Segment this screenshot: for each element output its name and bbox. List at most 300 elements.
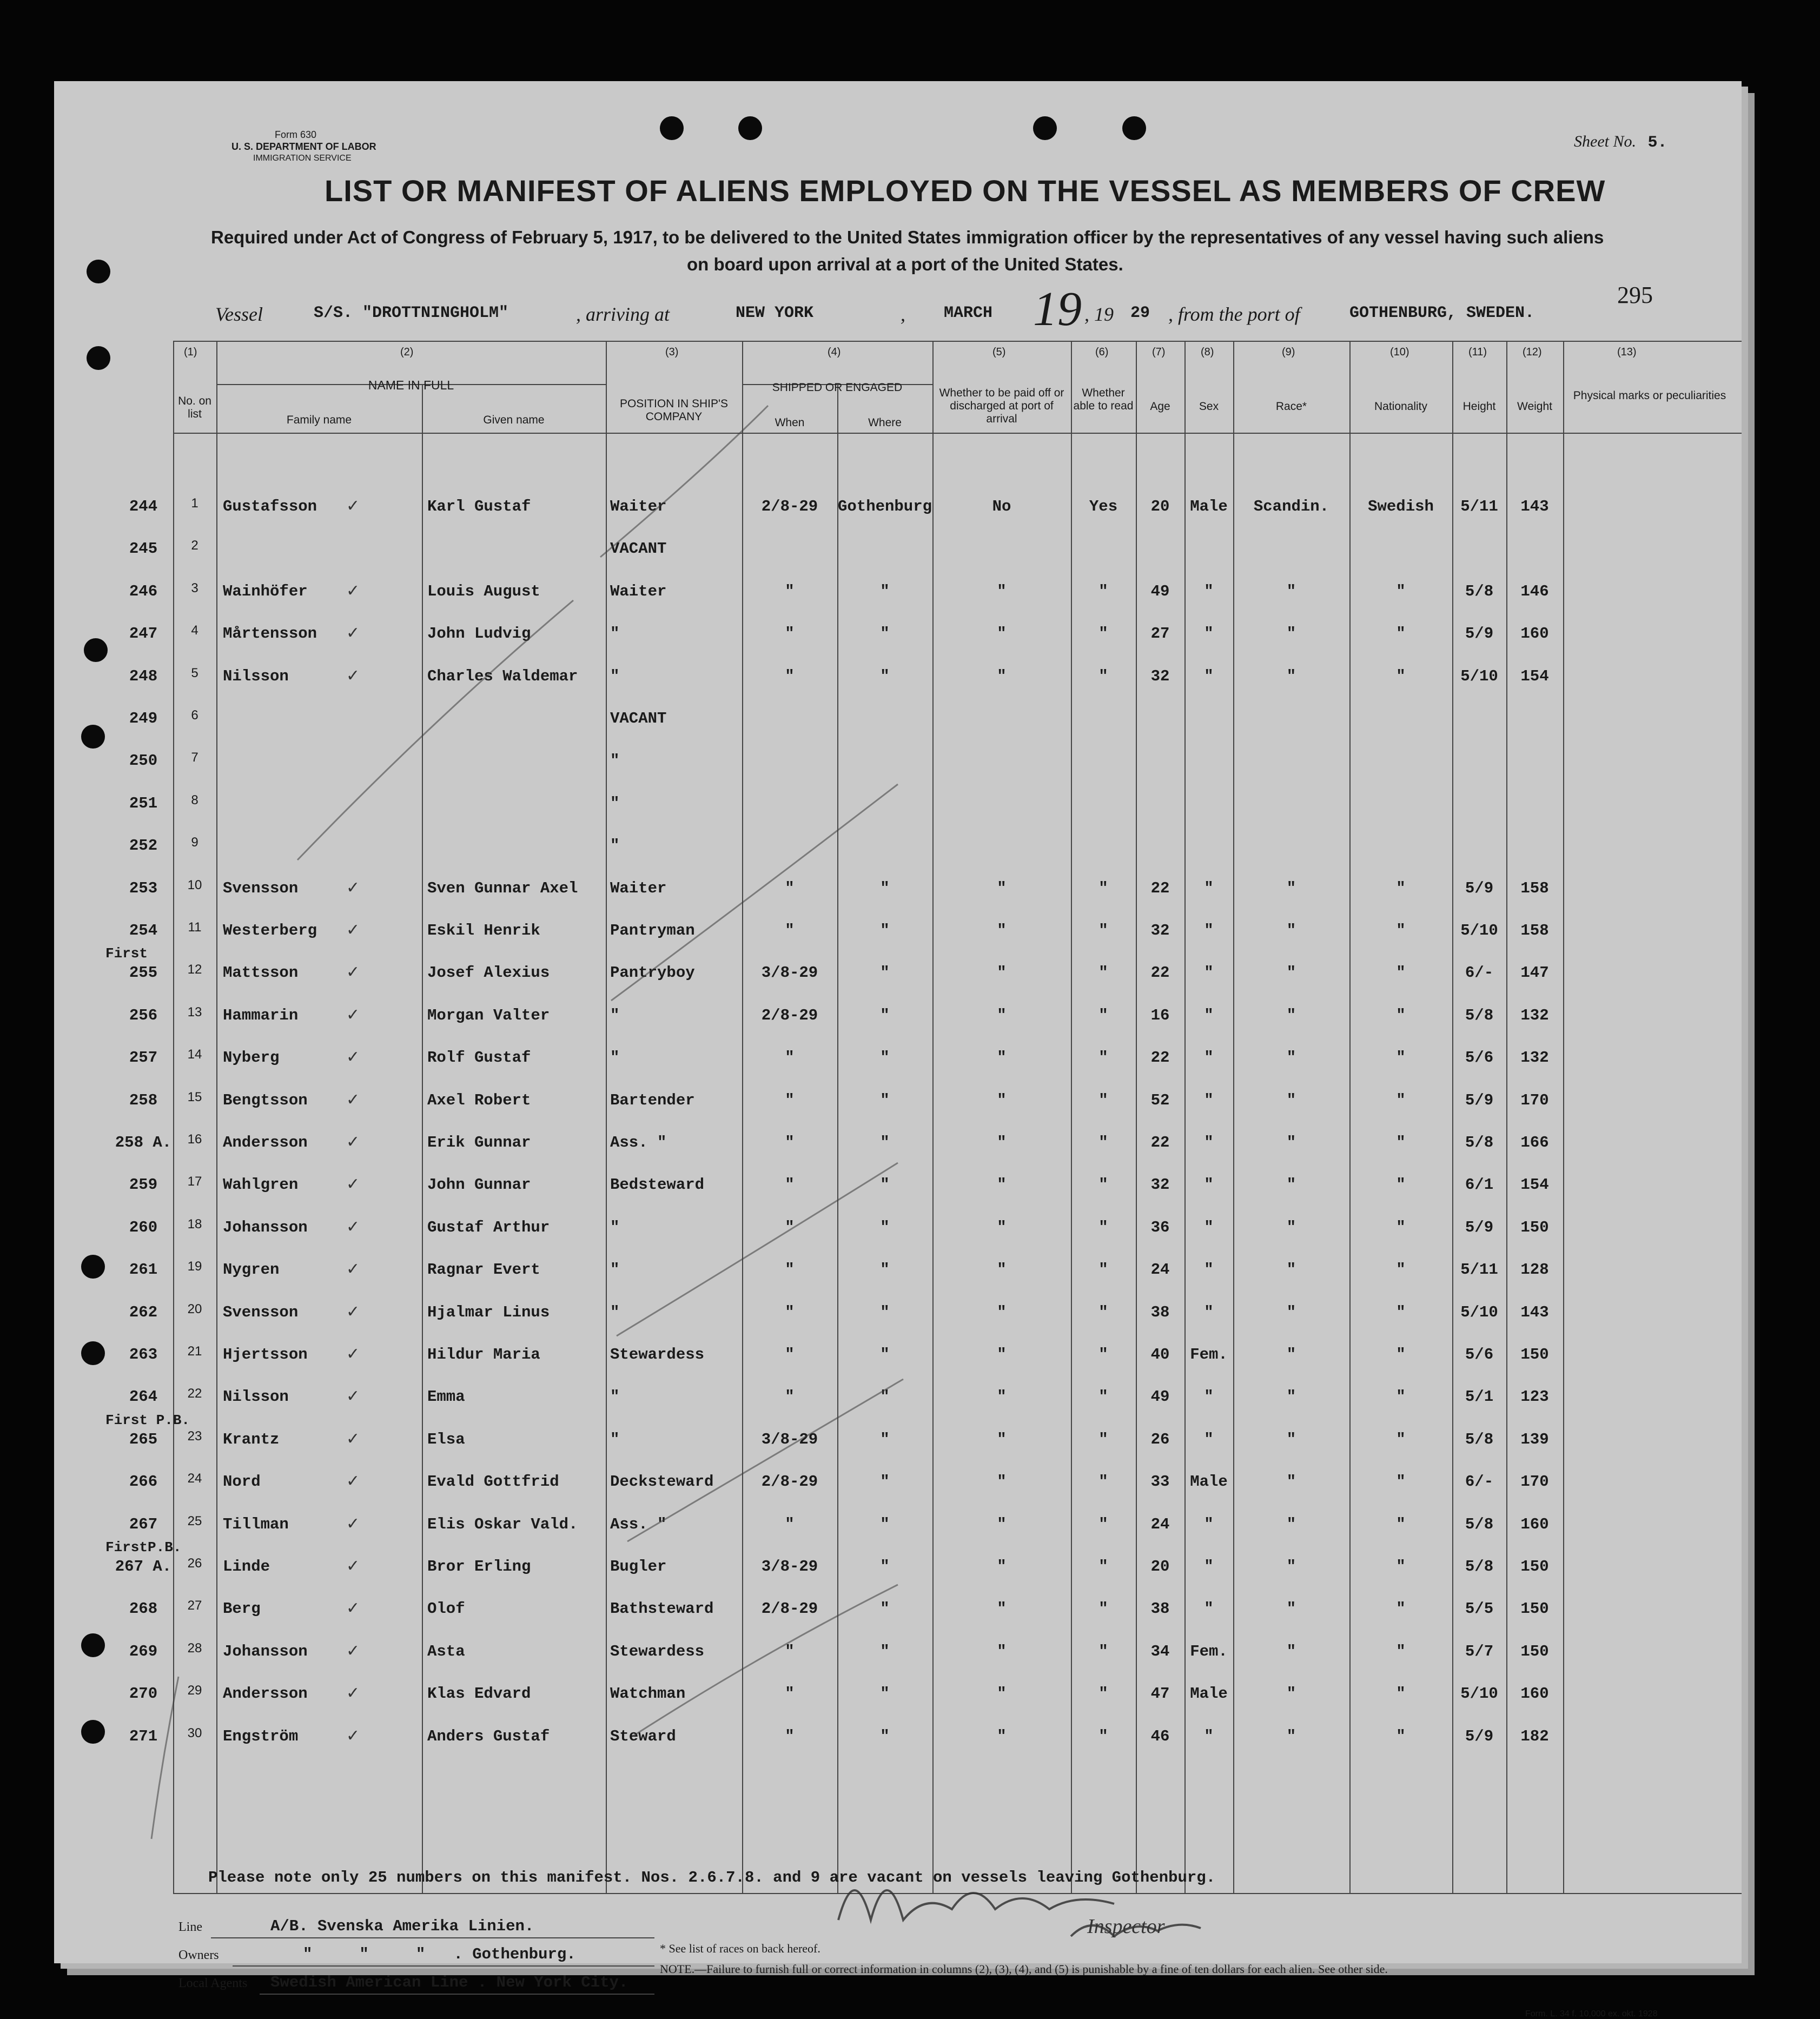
cell-given: Emma [427, 1388, 465, 1406]
cell-paid: " [997, 1600, 1007, 1618]
cell-read: " [1098, 1727, 1108, 1745]
cell-sex: Male [1190, 1685, 1228, 1703]
cell-position: Pantryboy [610, 964, 695, 982]
department-name: U. S. DEPARTMENT OF LABOR [231, 141, 376, 152]
cell-when: " [785, 879, 795, 897]
cell-sex: " [1204, 1303, 1214, 1321]
line-value: A/B. Svenska Amerika Linien. [270, 1917, 534, 1935]
margin-number: 248 [129, 667, 158, 685]
list-number: 25 [187, 1514, 202, 1528]
check-mark-icon: ✓ [346, 921, 360, 939]
header-paid-off: Whether to be paid off or discharged at port of arrival [939, 387, 1064, 425]
cell-paid: " [997, 922, 1007, 939]
header-position: POSITION IN SHIP'S COMPANY [619, 398, 729, 423]
cell-height: 5/9 [1465, 1091, 1494, 1109]
list-number: 24 [187, 1471, 202, 1486]
penalty-note: NOTE.—Failure to furnish full or correct information in columns (2), (3), (4), and (5) is punishable by a fine of ten dollars for each alien. See other side. [660, 1962, 1388, 1976]
cell-where: " [880, 1473, 890, 1491]
cell-race: " [1286, 667, 1296, 685]
cell-sex: " [1204, 582, 1214, 600]
cell-race: " [1286, 1388, 1296, 1406]
cell-paid: " [997, 1049, 1007, 1067]
cell-age: 38 [1150, 1600, 1170, 1618]
cell-read: " [1098, 1388, 1108, 1406]
cell-given: Bror Erling [427, 1558, 531, 1576]
cell-where: " [880, 964, 890, 982]
class-annotation: First [105, 945, 148, 962]
cell-nat: " [1396, 1515, 1406, 1533]
cell-when: " [785, 922, 795, 939]
cell-when: 2/8-29 [761, 1007, 818, 1024]
list-number: 13 [187, 1005, 202, 1020]
cell-sex: " [1204, 1727, 1214, 1745]
cell-where: " [880, 1176, 890, 1194]
cell-given: Elsa [427, 1431, 465, 1448]
check-mark-icon: ✓ [346, 1303, 360, 1321]
cell-height: 5/8 [1465, 1558, 1494, 1576]
list-number: 9 [191, 835, 198, 850]
cell-sex: " [1204, 1091, 1214, 1109]
list-number: 5 [191, 666, 198, 680]
cell-given: Ragnar Evert [427, 1261, 540, 1279]
cell-position: Steward [610, 1727, 676, 1745]
cell-height: 5/8 [1465, 1515, 1494, 1533]
margin-number: 267 A. [115, 1558, 172, 1576]
header-physical-marks: Physical marks or peculiarities [1573, 389, 1726, 402]
header-name-in-full: NAME IN FULL [368, 378, 454, 392]
pencil-stroke [297, 600, 573, 860]
cell-where: " [880, 667, 890, 685]
cell-read: " [1098, 1431, 1108, 1448]
races-note: * See list of races on back hereof. [660, 1942, 820, 1955]
margin-number: 253 [129, 879, 158, 897]
list-number: 27 [187, 1598, 202, 1613]
cell-age: 22 [1150, 879, 1170, 897]
margin-number: 265 [129, 1431, 158, 1448]
cell-read: " [1098, 1049, 1108, 1067]
margin-number: 244 [129, 498, 158, 515]
cell-age: 47 [1150, 1685, 1170, 1703]
check-mark-icon: ✓ [346, 1642, 360, 1660]
cell-sex: " [1204, 1600, 1214, 1618]
cell-nat: " [1396, 1007, 1406, 1024]
check-mark-icon: ✓ [346, 1727, 360, 1745]
column-number: (12) [1523, 346, 1542, 358]
cell-read: " [1098, 1091, 1108, 1109]
cell-where: " [880, 1007, 890, 1024]
cell-position: Ass. " [610, 1515, 667, 1533]
cell-paid: " [997, 1091, 1007, 1109]
cell-weight: 132 [1520, 1049, 1549, 1067]
check-mark-icon: ✓ [346, 1260, 360, 1278]
owners-value: " " " . Gothenburg. [303, 1945, 576, 1963]
column-number: (5) [992, 346, 1006, 358]
cell-age: 32 [1150, 667, 1170, 685]
column-number: (10) [1390, 346, 1409, 358]
cell-family: Svensson [223, 879, 299, 897]
signature-title: Inspector [1087, 1915, 1165, 1938]
cell-position: " [610, 1049, 620, 1067]
year-prefix: , 19 [1084, 303, 1114, 325]
cell-family: Berg [223, 1600, 261, 1618]
cell-height: 5/6 [1465, 1049, 1494, 1067]
cell-given: Morgan Valter [427, 1007, 550, 1024]
cell-position: Watchman [610, 1685, 686, 1703]
arrival-month: MARCH [944, 304, 993, 322]
departure-port: GOTHENBURG, SWEDEN. [1349, 304, 1535, 322]
cell-sex: " [1204, 922, 1214, 939]
cell-weight: 128 [1520, 1261, 1549, 1279]
cell-race: " [1286, 1515, 1296, 1533]
line-label: Line [178, 1920, 202, 1934]
cell-when: " [785, 1643, 795, 1660]
margin-number: 263 [129, 1346, 158, 1363]
pencil-stroke [611, 784, 898, 1001]
cell-position: Pantryman [610, 922, 695, 939]
cell-read: " [1098, 1685, 1108, 1703]
cell-position: Bugler [610, 1558, 667, 1576]
owners-label: Owners [178, 1948, 219, 1962]
cell-when: 2/8-29 [761, 1473, 818, 1491]
cell-read: " [1098, 667, 1108, 685]
cell-height: 5/10 [1460, 1303, 1498, 1321]
cell-position: Ass. " [610, 1134, 667, 1151]
pencil-stroke [633, 1585, 898, 1736]
sheet-number-label: Sheet No. 5. [1574, 133, 1667, 152]
cell-sex: " [1204, 1176, 1214, 1194]
cell-when: " [785, 1134, 795, 1151]
header-sex: Sex [1199, 400, 1219, 413]
list-number: 14 [187, 1047, 202, 1062]
cell-paid: " [997, 1388, 1007, 1406]
cell-family: Andersson [223, 1134, 308, 1151]
cell-position: " [610, 1303, 620, 1321]
manifest-page [54, 81, 1742, 2018]
cell-position: " [610, 667, 620, 685]
cell-height: 6/- [1465, 964, 1494, 982]
cell-family: Tillman [223, 1515, 289, 1533]
cell-height: 5/11 [1460, 1261, 1498, 1279]
separator-comma: , [901, 303, 905, 325]
column-number: (11) [1468, 346, 1487, 358]
form-number: Form 630 [275, 129, 317, 140]
stamp-number: 295 [1617, 282, 1653, 308]
cell-nat: " [1396, 1600, 1406, 1618]
cell-where: " [880, 1346, 890, 1363]
list-number: 6 [191, 708, 198, 723]
cell-nat: " [1396, 1643, 1406, 1660]
cell-nat: " [1396, 1134, 1406, 1151]
cell-where: " [880, 1261, 890, 1279]
cell-height: 5/8 [1465, 1134, 1494, 1151]
cell-read: " [1098, 1346, 1108, 1363]
cell-position: Waiter [610, 498, 667, 515]
cell-where: " [880, 1303, 890, 1321]
cell-sex: Fem. [1190, 1346, 1228, 1363]
cell-weight: 150 [1520, 1643, 1549, 1660]
margin-number: 251 [129, 795, 158, 812]
class-annotation: FirstP.B. [105, 1539, 182, 1555]
cell-family: Nilsson [223, 667, 289, 685]
margin-number: 246 [129, 582, 158, 600]
cell-where: " [880, 1431, 890, 1448]
cell-position: " [610, 837, 620, 855]
cell-where: " [880, 1134, 890, 1151]
margin-number: 267 [129, 1515, 158, 1533]
cell-age: 20 [1150, 1558, 1170, 1576]
vessel-label: Vessel [215, 303, 263, 325]
cell-paid: " [997, 1558, 1007, 1576]
cell-weight: 150 [1520, 1346, 1549, 1363]
check-mark-icon: ✓ [346, 1345, 360, 1363]
cell-weight: 160 [1520, 1685, 1549, 1703]
cell-read: " [1098, 1473, 1108, 1491]
cell-age: 22 [1150, 964, 1170, 982]
cell-given: Elis Oskar Vald. [427, 1515, 578, 1533]
cell-nat: " [1396, 1176, 1406, 1194]
cell-age: 16 [1150, 1007, 1170, 1024]
cell-position: " [610, 1007, 620, 1024]
list-number: 12 [187, 962, 202, 977]
cell-family: Bengtsson [223, 1091, 308, 1109]
cell-paid: " [997, 1303, 1007, 1321]
cell-when: 3/8-29 [761, 1431, 818, 1448]
cell-given: Charles Waldemar [427, 667, 578, 685]
cell-read: " [1098, 582, 1108, 600]
cell-nat: " [1396, 1685, 1406, 1703]
cell-position: VACANT [610, 710, 667, 727]
column-number: (6) [1095, 346, 1109, 358]
margin-number: 264 [129, 1388, 158, 1406]
cell-race: " [1286, 1727, 1296, 1745]
cell-paid: " [997, 1176, 1007, 1194]
cell-race: " [1286, 582, 1296, 600]
cell-race: " [1286, 1176, 1296, 1194]
cell-height: 5/9 [1465, 1727, 1494, 1745]
cell-family: Mattsson [223, 964, 299, 982]
cell-read: " [1098, 1007, 1108, 1024]
margin-number: 268 [129, 1600, 158, 1618]
agents-underline [260, 1994, 654, 1995]
line-underline [211, 1937, 654, 1938]
list-number: 30 [187, 1726, 202, 1740]
cell-race: " [1286, 1431, 1296, 1448]
cell-position: VACANT [610, 540, 667, 558]
column-number: (9) [1282, 346, 1295, 358]
cell-given: Anders Gustaf [427, 1727, 550, 1745]
cell-given: Josef Alexius [427, 964, 550, 982]
cell-given: Karl Gustaf [427, 498, 531, 515]
cell-family: Engström [223, 1727, 299, 1745]
cell-position: Stewardess [610, 1643, 705, 1660]
list-number: 28 [187, 1641, 202, 1656]
cell-given: Hildur Maria [427, 1346, 540, 1363]
cell-given: Erik Gunnar [427, 1134, 531, 1151]
cell-read: " [1098, 1515, 1108, 1533]
column-number: (7) [1152, 346, 1166, 358]
cell-paid: " [997, 1643, 1007, 1660]
cell-nat: " [1396, 582, 1406, 600]
cell-when: " [785, 1219, 795, 1236]
pencil-strokes [54, 81, 1742, 1963]
cell-when: " [785, 1303, 795, 1321]
margin-number: 256 [129, 1007, 158, 1024]
margin-number: 255 [129, 964, 158, 982]
cell-height: 5/11 [1460, 498, 1498, 515]
cell-race: " [1286, 1558, 1296, 1576]
check-mark-icon: ✓ [346, 667, 360, 685]
cell-weight: 146 [1520, 582, 1549, 600]
cell-when: " [785, 1261, 795, 1279]
cell-paid: " [997, 1727, 1007, 1745]
margin-number: 250 [129, 752, 158, 770]
cell-nat: " [1396, 1431, 1406, 1448]
cell-sex: Male [1190, 1473, 1228, 1491]
list-number: 29 [187, 1683, 202, 1698]
cell-height: 5/6 [1465, 1346, 1494, 1363]
cell-weight: 182 [1520, 1727, 1549, 1745]
cell-weight: 166 [1520, 1134, 1549, 1151]
check-mark-icon: ✓ [346, 1430, 360, 1448]
owners-underline [233, 1965, 654, 1967]
margin-number: 254 [129, 922, 158, 939]
cell-nat: " [1396, 1219, 1406, 1236]
cell-when: " [785, 1049, 795, 1067]
cell-race: " [1286, 922, 1296, 939]
cell-age: 32 [1150, 1176, 1170, 1194]
cell-where: Gothenburg [837, 498, 932, 515]
cell-age: 24 [1150, 1261, 1170, 1279]
margin-number: 258 A. [115, 1134, 172, 1151]
cell-paid: " [997, 1007, 1007, 1024]
list-number: 22 [187, 1386, 202, 1401]
cell-nat: " [1396, 1049, 1406, 1067]
check-mark-icon: ✓ [346, 1091, 360, 1109]
column-number: (4) [828, 346, 841, 358]
cell-height: 5/9 [1465, 879, 1494, 897]
cell-family: Nord [223, 1473, 261, 1491]
check-mark-icon: ✓ [346, 1599, 360, 1617]
cell-when: " [785, 667, 795, 685]
cell-given: Sven Gunnar Axel [427, 879, 578, 897]
cell-position: Waiter [610, 879, 667, 897]
check-mark-icon: ✓ [346, 1175, 360, 1193]
cell-race: " [1286, 1473, 1296, 1491]
agents-value: Swedish American Line . New York City. [270, 1974, 628, 1991]
list-number: 17 [187, 1174, 202, 1189]
page-title: LIST OR MANIFEST OF ALIENS EMPLOYED ON THE VESSEL AS MEMBERS OF CREW [325, 174, 1606, 208]
cell-race: " [1286, 1134, 1296, 1151]
cell-age: 26 [1150, 1431, 1170, 1448]
margin-number: 262 [129, 1303, 158, 1321]
cell-read: " [1098, 1261, 1108, 1279]
cell-height: 5/7 [1465, 1643, 1494, 1660]
margin-number: 245 [129, 540, 158, 558]
cell-position: " [610, 752, 620, 770]
cell-where: " [880, 1600, 890, 1618]
margin-number: 259 [129, 1176, 158, 1194]
header-given-name: Given name [483, 414, 545, 426]
cell-height: 5/1 [1465, 1388, 1494, 1406]
cell-given: John Ludvig [427, 625, 531, 643]
cell-weight: 147 [1520, 964, 1549, 982]
column-number: (3) [665, 346, 679, 358]
cell-height: 6/1 [1465, 1176, 1494, 1194]
cell-read: " [1098, 964, 1108, 982]
cell-when: " [785, 1346, 795, 1363]
cell-weight: 123 [1520, 1388, 1549, 1406]
cell-given: Rolf Gustaf [427, 1049, 531, 1067]
cell-weight: 132 [1520, 1007, 1549, 1024]
cell-nat: " [1396, 1346, 1406, 1363]
check-mark-icon: ✓ [346, 1515, 360, 1533]
cell-read: Yes [1089, 498, 1118, 515]
cell-paid: " [997, 1134, 1007, 1151]
cell-paid: " [997, 1261, 1007, 1279]
list-number: 7 [191, 750, 198, 765]
cell-race: " [1286, 1643, 1296, 1660]
arriving-label: , arriving at [576, 303, 670, 325]
cell-where: " [880, 1727, 890, 1745]
list-number: 8 [191, 793, 198, 807]
cell-sex: " [1204, 879, 1214, 897]
sheet-number: 5. [1647, 134, 1667, 152]
cell-nat: " [1396, 1388, 1406, 1406]
pencil-stroke [600, 406, 768, 557]
cell-paid: " [997, 1515, 1007, 1533]
cell-paid: " [997, 964, 1007, 982]
pencil-stroke [617, 1163, 898, 1336]
cell-when: " [785, 1176, 795, 1194]
cell-when: " [785, 1091, 795, 1109]
cell-sex: " [1204, 1007, 1214, 1024]
header-shipped-engaged: SHIPPED OR ENGAGED [772, 381, 903, 394]
list-number: 15 [187, 1090, 202, 1104]
header-weight: Weight [1517, 400, 1552, 413]
cell-nat: " [1396, 667, 1406, 685]
cell-family: Nilsson [223, 1388, 289, 1406]
check-mark-icon: ✓ [346, 582, 360, 600]
cell-where: " [880, 1643, 890, 1660]
cell-nat: " [1396, 1727, 1406, 1745]
cell-weight: 160 [1520, 1515, 1549, 1533]
cell-race: " [1286, 1049, 1296, 1067]
cell-height: 5/5 [1465, 1600, 1494, 1618]
check-mark-icon: ✓ [346, 1387, 360, 1405]
cell-where: " [880, 1685, 890, 1703]
cell-family: Wainhöfer [223, 582, 308, 600]
cell-family: Wahlgren [223, 1176, 299, 1194]
cell-height: 5/10 [1460, 667, 1498, 685]
cell-sex: " [1204, 1219, 1214, 1236]
cell-given: Eskil Henrik [427, 922, 540, 939]
margin-number: 260 [129, 1219, 158, 1236]
cell-height: 5/8 [1465, 1007, 1494, 1024]
column-number: (8) [1201, 346, 1214, 358]
cell-position: Bedsteward [610, 1176, 705, 1194]
list-number: 1 [191, 496, 198, 511]
cell-sex: " [1204, 667, 1214, 685]
cell-height: 5/9 [1465, 1219, 1494, 1236]
vessel-name: S/S. "DROTTNINGHOLM" [314, 304, 509, 322]
cell-given: Louis August [427, 582, 540, 600]
cell-age: 27 [1150, 625, 1170, 643]
cell-sex: " [1204, 625, 1214, 643]
cell-race: Scandin. [1253, 498, 1329, 515]
cell-position: " [610, 795, 620, 812]
arrival-day: 19 [1033, 282, 1082, 336]
cell-nat: " [1396, 625, 1406, 643]
